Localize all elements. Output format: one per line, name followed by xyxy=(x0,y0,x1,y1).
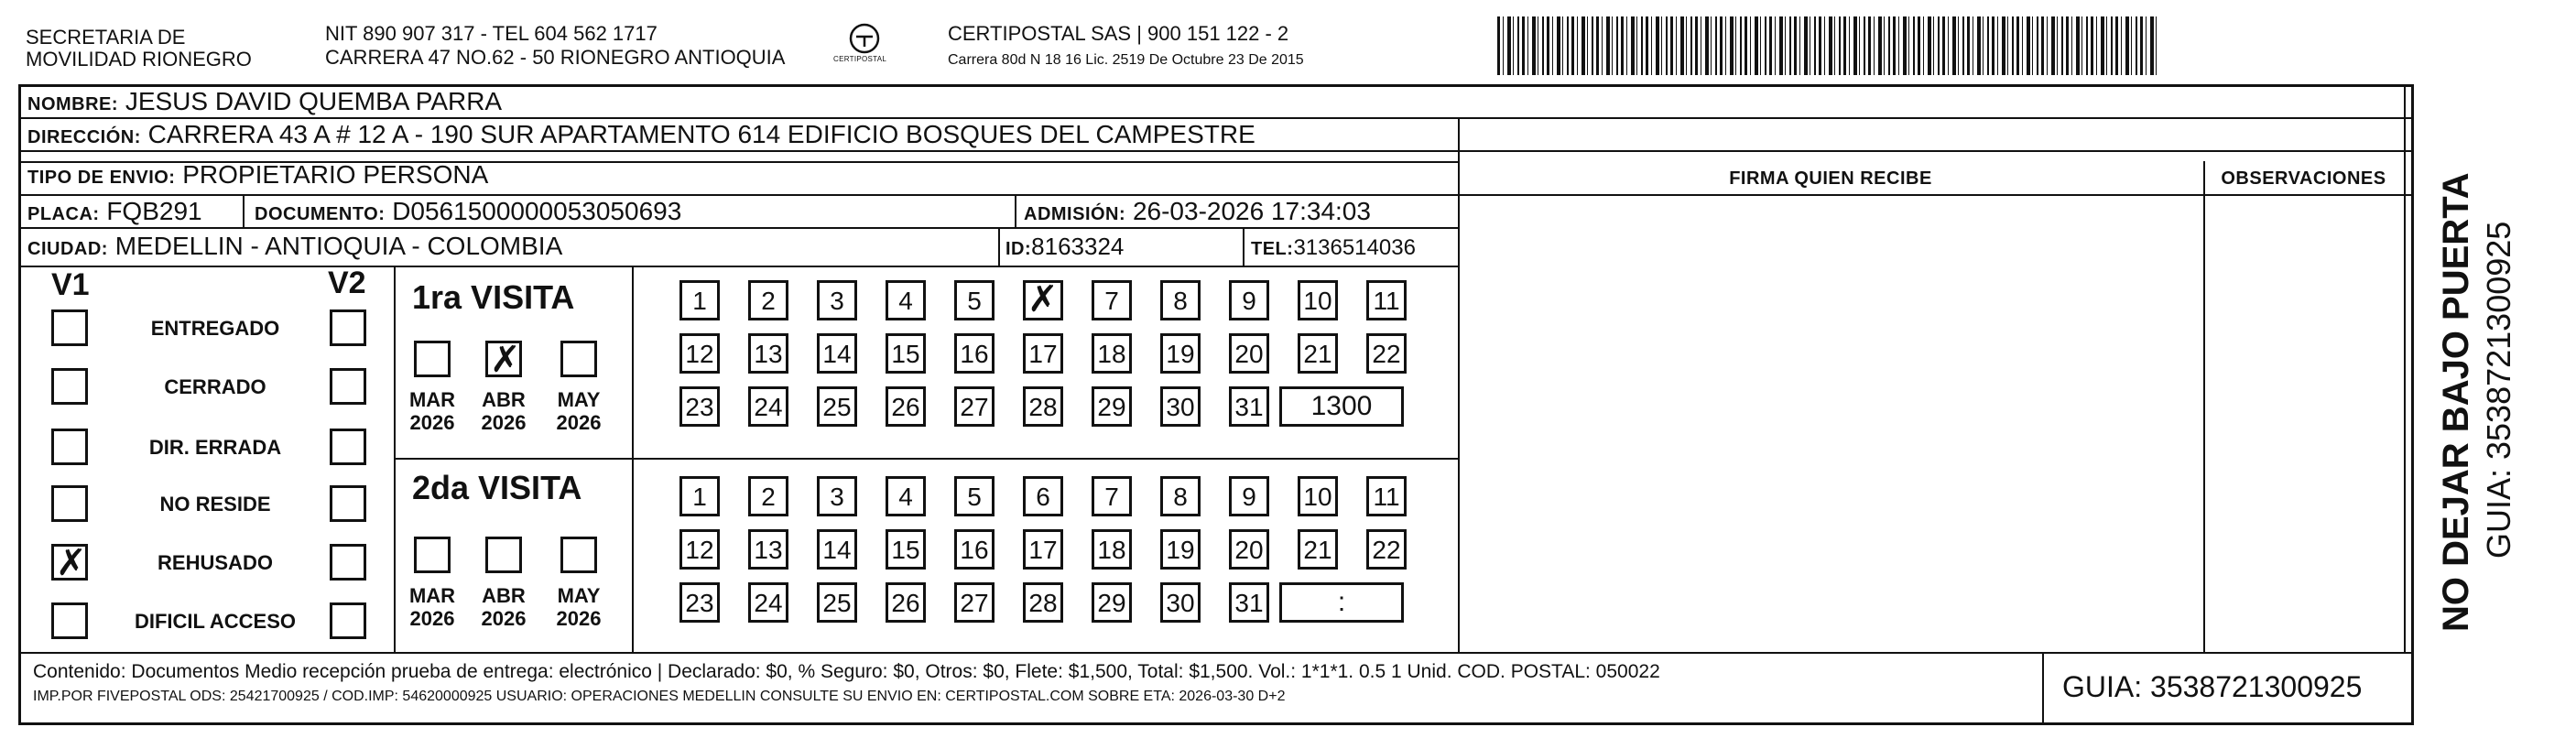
firma-label: FIRMA QUIEN RECIBE xyxy=(1729,168,1932,189)
row-documento xyxy=(255,198,681,228)
placa-label: PLACA: xyxy=(27,204,100,224)
admision-label: ADMISIÓN: xyxy=(1024,204,1126,224)
day-box[interactable]: 19 xyxy=(1160,333,1201,374)
reason-label: REHUSADO xyxy=(158,551,273,574)
day-box[interactable]: 22 xyxy=(1366,333,1407,374)
v1-checkbox[interactable] xyxy=(51,542,88,584)
ciudad-label: CIUDAD: xyxy=(27,239,108,259)
day-box[interactable]: 23 xyxy=(679,386,720,427)
day-box[interactable]: 9 xyxy=(1229,476,1269,516)
day-box[interactable]: 26 xyxy=(886,386,926,427)
day-box[interactable]: 2 xyxy=(748,476,788,516)
admision-value: 26-03-2026 17:34:03 xyxy=(1132,197,1371,225)
day-box[interactable]: 28 xyxy=(1023,386,1063,427)
reason-label: DIFICIL ACCESO xyxy=(134,610,296,633)
v2-checkbox[interactable] xyxy=(330,485,366,522)
day-box[interactable]: 8 xyxy=(1160,280,1201,320)
sender-nit: NIT 890 907 317 - TEL 604 562 1717 xyxy=(325,22,658,45)
month-year: 2026 xyxy=(481,607,527,630)
day-box[interactable]: 12 xyxy=(679,529,720,570)
day-box[interactable]: 13 xyxy=(748,333,788,374)
day-box[interactable]: 9 xyxy=(1229,280,1269,320)
certipostal-logo-text: CERTIPOSTAL xyxy=(833,55,887,63)
signature-area[interactable] xyxy=(1462,198,2200,648)
reason-label: CERRADO xyxy=(164,375,266,398)
day-box[interactable]: 7 xyxy=(1092,280,1132,320)
row-ciudad xyxy=(27,233,562,263)
day-box[interactable]: 7 xyxy=(1092,476,1132,516)
carrier-name: CERTIPOSTAL SAS | 900 151 122 - 2 xyxy=(948,22,1289,45)
day-box[interactable]: 21 xyxy=(1298,529,1338,570)
reason-label: DIR. ERRADA xyxy=(148,436,282,459)
v1-checkbox[interactable] xyxy=(51,602,88,639)
visit1-title: 1ra VISITA xyxy=(412,278,575,316)
month-year: 2026 xyxy=(481,411,527,434)
v2-checkbox[interactable] xyxy=(330,544,366,581)
day-box[interactable]: 25 xyxy=(817,582,857,623)
day-box[interactable]: 11 xyxy=(1366,476,1407,516)
day-box[interactable]: 1 xyxy=(679,280,720,320)
footer-contenido: Contenido: Documentos Medio recepción prueba de entrega: electrónico | Declarado: $0, % Seguro: $0, Otros: $0, Flete: $1,500, Total: $1,500. Vol.: 1*1*1. 0.5 1 Unid. COD. POSTAL: 050022 xyxy=(33,661,1660,682)
row-nombre xyxy=(27,88,502,118)
visit2-title: 2da VISITA xyxy=(412,469,582,506)
sender-name-line1: SECRETARIA DE xyxy=(26,26,186,49)
day-box[interactable]: 17 xyxy=(1023,529,1063,570)
day-box[interactable]: 4 xyxy=(886,476,926,516)
day-box[interactable]: 28 xyxy=(1023,582,1063,623)
month-label xyxy=(550,388,607,434)
day-box[interactable]: 5 xyxy=(954,476,995,516)
day-box[interactable]: 18 xyxy=(1092,333,1132,374)
month-checkbox[interactable] xyxy=(414,341,451,377)
v1-checkbox[interactable] xyxy=(51,485,88,522)
day-box[interactable]: 3 xyxy=(817,476,857,516)
side-guia: GUIA: 3538721300925 xyxy=(2480,221,2517,559)
month-checkbox[interactable] xyxy=(414,537,451,573)
id-value: 8163324 xyxy=(1031,233,1125,260)
day-box[interactable] xyxy=(1023,280,1063,320)
day-box[interactable]: 31 xyxy=(1229,582,1269,623)
day-box[interactable]: 3 xyxy=(817,280,857,320)
barcode xyxy=(1497,16,2157,75)
month-name: MAY xyxy=(557,584,601,607)
sender-name-line2: MOVILIDAD RIONEGRO xyxy=(26,48,252,71)
day-box[interactable]: 24 xyxy=(748,582,788,623)
v2-checkbox[interactable] xyxy=(330,368,366,405)
day-box[interactable]: 14 xyxy=(817,529,857,570)
month-name: MAR xyxy=(408,584,456,607)
row-placa xyxy=(27,198,202,228)
day-box[interactable]: 11 xyxy=(1366,280,1407,320)
direccion-label: DIRECCIÓN: xyxy=(27,127,141,147)
month-name: ABR xyxy=(482,388,526,411)
month-checkbox[interactable] xyxy=(560,341,597,377)
row-id xyxy=(1005,233,1124,263)
day-box[interactable]: 16 xyxy=(954,333,995,374)
tipo-label: TIPO DE ENVIO: xyxy=(27,168,176,188)
time-box[interactable]: : xyxy=(1279,582,1404,623)
check-mark-icon: ✗ xyxy=(1027,278,1059,320)
row-admision xyxy=(1024,198,1371,228)
v1-checkbox[interactable] xyxy=(51,309,88,346)
month-year: 2026 xyxy=(409,607,455,630)
tel-label: TEL: xyxy=(1251,239,1294,259)
day-box[interactable]: 24 xyxy=(748,386,788,427)
day-box[interactable]: 29 xyxy=(1092,386,1132,427)
day-box[interactable]: 17 xyxy=(1023,333,1063,374)
day-box[interactable]: 6 xyxy=(1023,476,1063,516)
day-box[interactable]: 15 xyxy=(886,529,926,570)
check-mark-icon: ✗ xyxy=(56,542,87,584)
day-box[interactable]: 10 xyxy=(1298,280,1338,320)
day-box[interactable]: 25 xyxy=(817,386,857,427)
nombre-label: NOMBRE: xyxy=(27,94,119,114)
day-box[interactable]: 27 xyxy=(954,386,995,427)
month-label xyxy=(475,388,532,434)
day-box[interactable]: 29 xyxy=(1092,582,1132,623)
month-year: 2026 xyxy=(409,411,455,434)
v1-header: V1 xyxy=(51,267,90,302)
time-box[interactable]: 1300 xyxy=(1279,386,1404,427)
tel-value: 3136514036 xyxy=(1293,235,1416,260)
month-year: 2026 xyxy=(556,411,602,434)
v1-checkbox[interactable] xyxy=(51,429,88,465)
month-label xyxy=(404,388,461,434)
observaciones-label: OBSERVACIONES xyxy=(2221,168,2386,189)
footer-guia: GUIA: 3538721300925 xyxy=(2062,670,2363,703)
placa-value: FQB291 xyxy=(106,197,202,225)
carrier-license: Carrera 80d N 18 16 Lic. 2519 De Octubre 23 De 2015 xyxy=(948,52,1304,68)
row-direccion xyxy=(27,121,1255,151)
day-box[interactable]: 22 xyxy=(1366,529,1407,570)
month-label xyxy=(550,584,607,630)
v2-checkbox[interactable] xyxy=(330,309,366,346)
footer-imp: IMP.POR FIVEPOSTAL ODS: 25421700925 / COD.IMP: 54620000925 USUARIO: OPERACIONES MEDELLIN CONSULTE SU ENVIO EN: CERTIPOSTAL.COM SOBRE ETA: 2026-03-30 D+2 xyxy=(33,689,1286,704)
v2-header: V2 xyxy=(328,266,366,300)
day-box[interactable]: 13 xyxy=(748,529,788,570)
row-tel xyxy=(1251,234,1416,263)
day-box[interactable]: 21 xyxy=(1298,333,1338,374)
v2-checkbox[interactable] xyxy=(330,429,366,465)
day-box[interactable]: 20 xyxy=(1229,333,1269,374)
reason-label: ENTREGADO xyxy=(150,317,280,340)
month-label xyxy=(404,584,461,630)
day-box[interactable]: 12 xyxy=(679,333,720,374)
direccion-value: CARRERA 43 A # 12 A - 190 SUR APARTAMENTO 614 EDIFICIO BOSQUES DEL CAMPESTRE xyxy=(147,120,1255,148)
documento-value: D0561500000053050693 xyxy=(392,197,682,225)
day-box[interactable]: 8 xyxy=(1160,476,1201,516)
nombre-value: JESUS DAVID QUEMBA PARRA xyxy=(125,87,503,115)
check-mark-icon: ✗ xyxy=(490,339,521,381)
month-checkbox[interactable] xyxy=(485,339,522,381)
month-label xyxy=(475,584,532,630)
row-tipo xyxy=(27,161,488,191)
day-box[interactable]: 5 xyxy=(954,280,995,320)
observations-area[interactable] xyxy=(2207,198,2400,648)
id-label: ID: xyxy=(1005,239,1032,259)
day-box[interactable]: 19 xyxy=(1160,529,1201,570)
day-box[interactable]: 20 xyxy=(1229,529,1269,570)
side-no-dejar: NO DEJAR BAJO PUERTA xyxy=(2436,172,2476,632)
tipo-value: PROPIETARIO PERSONA xyxy=(182,160,489,189)
month-checkbox[interactable] xyxy=(485,537,522,573)
day-box[interactable]: 23 xyxy=(679,582,720,623)
day-box[interactable]: 26 xyxy=(886,582,926,623)
certipostal-logo-icon xyxy=(848,22,881,55)
day-box[interactable]: 31 xyxy=(1229,386,1269,427)
month-checkbox[interactable] xyxy=(560,537,597,573)
day-box[interactable]: 15 xyxy=(886,333,926,374)
ciudad-value: MEDELLIN - ANTIOQUIA - COLOMBIA xyxy=(114,232,563,260)
day-box[interactable]: 2 xyxy=(748,280,788,320)
day-box[interactable]: 10 xyxy=(1298,476,1338,516)
v2-checkbox[interactable] xyxy=(330,602,366,639)
day-box[interactable]: 1 xyxy=(679,476,720,516)
month-name: MAY xyxy=(557,388,601,411)
month-name: ABR xyxy=(482,584,526,607)
day-box[interactable]: 30 xyxy=(1160,582,1201,623)
sender-address: CARRERA 47 NO.62 - 50 RIONEGRO ANTIOQUIA xyxy=(325,46,786,69)
month-year: 2026 xyxy=(556,607,602,630)
v1-checkbox[interactable] xyxy=(51,368,88,405)
documento-label: DOCUMENTO: xyxy=(255,204,386,224)
month-name: MAR xyxy=(408,388,456,411)
reason-label: NO RESIDE xyxy=(159,493,271,516)
day-box[interactable]: 16 xyxy=(954,529,995,570)
day-box[interactable]: 30 xyxy=(1160,386,1201,427)
day-box[interactable]: 4 xyxy=(886,280,926,320)
day-box[interactable]: 18 xyxy=(1092,529,1132,570)
day-box[interactable]: 27 xyxy=(954,582,995,623)
day-box[interactable]: 14 xyxy=(817,333,857,374)
